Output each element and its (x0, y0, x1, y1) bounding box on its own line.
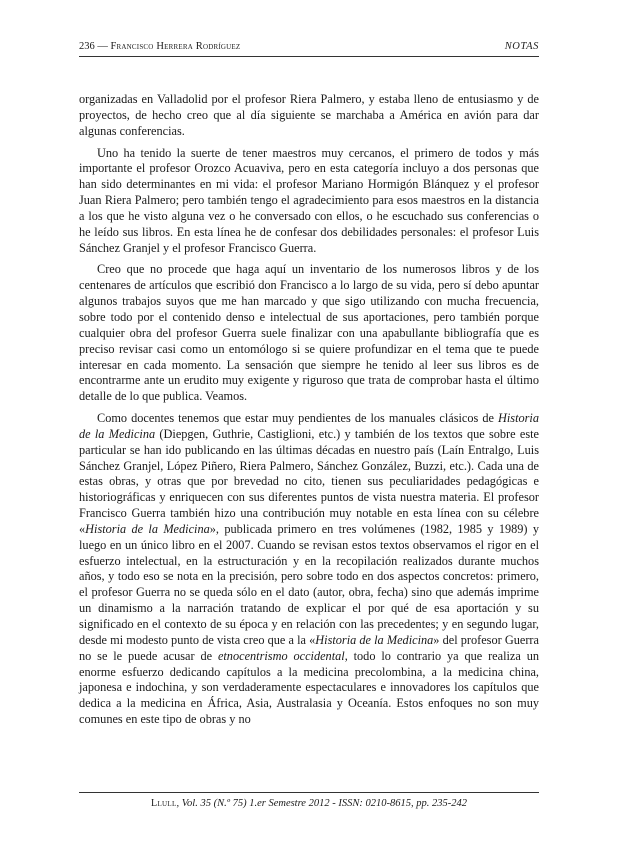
paragraph-4-part-c: », publicada primero en tres volúmenes (1982, 1985 y 1989) y luego en un único libro en el 2007. Cuando se revisan estos textos observamos el rigor en el esfuerzo intelectual, en la estructuración y en la recopilación realizados durante muchos años, y todo eso se nota en la precisión, pero sobre todo en dos aspectos concretos: primero, el profesor Guerra no se queda sólo en el dato (autor, obra, fecha) sino que además imprime un dinamismo a la narración tratando de explicar el por qué de esa aportación y su significado en el contexto de su época y en relación con las precedentes; y en segundo lugar, desde mi modesto punto de vista creo que a la « (79, 521, 539, 647)
header-section: NOTAS (504, 41, 539, 52)
paragraph-1: organizadas en Valladolid por el profesor Riera Palmero, y estaba lleno de entusiasmo y de proyectos, de hecho creo que al día siguiente se marchaba a América en avión para dar algunas conferencias. (79, 92, 539, 138)
paragraph-4-part-d: » del profesor Guerra no se le puede acusar de (79, 632, 539, 663)
footer-citation (79, 797, 539, 811)
journal-name: Llull (151, 798, 177, 809)
paragraph-4-part-a: Como docentes tenemos que estar muy pendientes de los manuales clásicos de (97, 411, 498, 426)
paragraph-2: Uno ha tenido la suerte de tener maestros muy cercanos, el primero de todos y más importante el profesor Orozco Acuaviva, pero en esta categoría incluyo a dos personas que han sido determinantes en mi vida: el profesor Mariano Hormigón Blánquez y el profesor Juan Riera Palmero; pero también tengo el agradecimiento para esos maestros en la distancia a los que he visto alguna vez o he conversado con ellos, o he escuchado sus conferencias o he leído sus libros. En esta línea he de confesar dos debilidades personales: el profesor Luis Sánchez Granjel y el profesor Francisco Guerra. (79, 145, 539, 255)
header-rule (79, 56, 539, 57)
paragraph-4 (79, 411, 539, 728)
citation-details: , Vol. 35 (N.º 75) 1.er Semestre 2012 - ISSN: 0210-8615, pp. 235-242 (176, 798, 467, 809)
running-header (79, 39, 539, 55)
book-title-1: Historia de la Medicina (79, 411, 539, 441)
book-title-2: Historia de la Medicina (85, 521, 210, 536)
paragraph-4-part-e: , todo lo contrario ya que realiza un enorme esfuerzo dedicando capítulos a la medicina precolombina, a la medicina china, japonesa e indochina, y son verdaderamente espectaculares e innovadores los capítulos que dedica a la medicina en África, Asia, Australasia y Oceanía. Estos enfoques no son muy comunes en este tipo de obras y no (79, 648, 539, 727)
footer-rule (79, 792, 539, 793)
book-title-3: Historia de la Medicina (315, 632, 434, 647)
header-separator: — (97, 41, 108, 52)
paragraph-4-part-b: (Diepgen, Guthrie, Castiglioni, etc.) y también de los textos que sobre este particular se han ido publicando en las últimas décadas en nuestro país (Laín Entralgo, Luis Sánchez Granjel, López Piñero, Riera Palmero, Sánchez González, Buzzi, etc.). Cada una de estas obras, y otras que por brevedad no cito, tienen sus peculiaridades pedagógicas e historiográficas y enriquecen con sus diferentes puntos de vista nuestra materia. El profesor Francisco Guerra también hizo una contribución muy notable en esta línea con su célebre « (79, 426, 539, 536)
header-left (79, 39, 240, 55)
body-text (79, 92, 539, 728)
italic-term: etnocentrismo occidental (217, 648, 345, 663)
page-number: 236 (79, 41, 95, 52)
header-author: Francisco Herrera Rodríguez (110, 41, 241, 52)
paragraph-3: Creo que no procede que haga aquí un inventario de los numerosos libros y de los centenares de artículos que escribió don Francisco a lo largo de su vida, pero sí debo apuntar algunos trabajos suyos que me han marcado y que sigo utilizando con mucha frecuencia, sobre todo por el contenido denso e intelectual de sus aportaciones, pero también porque cualquier obra del profesor Guerra suele finalizar con una apabullante bibliografía que es preciso revisar casi como un entomólogo si se quiere profundizar en el tema que te puede interesar en cada momento. La sensación que siempre he tenido al leer sus libros es de encontrarme ante un erudito muy exigente y riguroso que trata de comprobar hasta el último detalle de lo que publica. Veamos. (79, 262, 539, 404)
